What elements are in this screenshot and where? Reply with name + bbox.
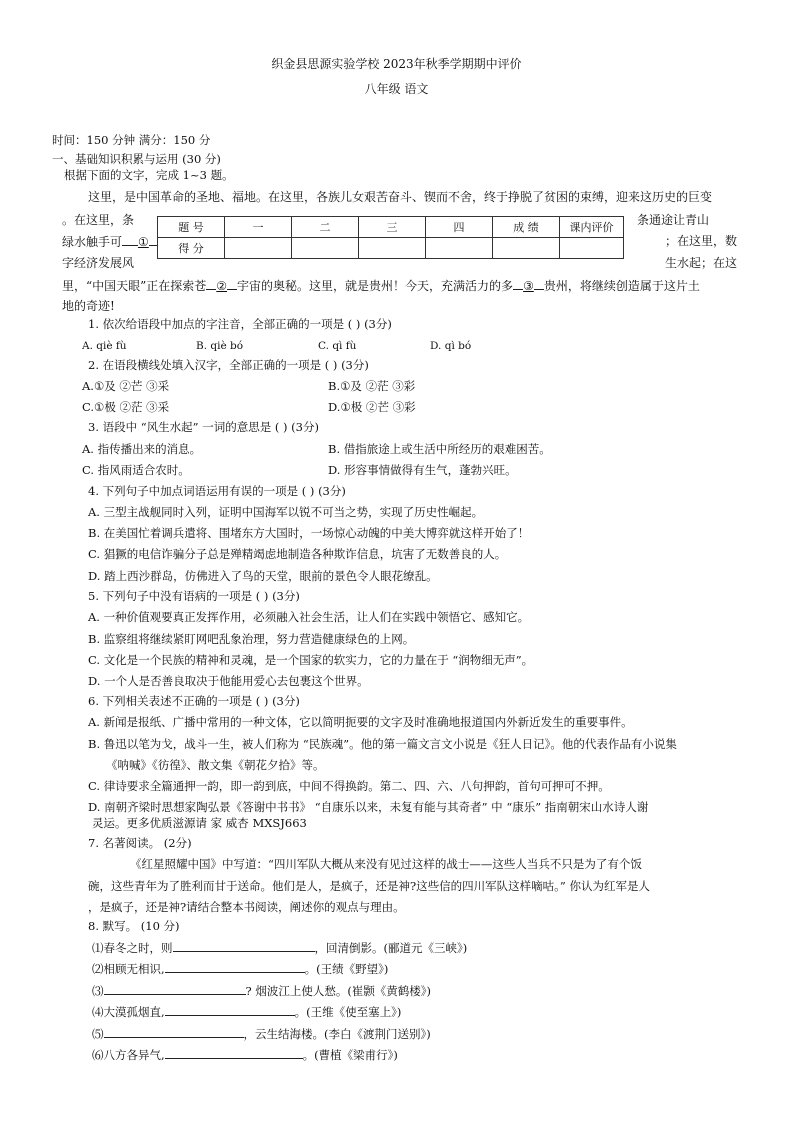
question-stem: 8. 默写。 (10 分) [88, 919, 180, 933]
question-stem: 4. 下列句子中加点词语运用有误的一项是 ( ) (3分) [88, 484, 346, 498]
section-heading: 一、基础知识积累与运用 (30 分) [52, 152, 221, 166]
dictation-line: ⑵相顾无相识, 。(王绩《野望》) [92, 962, 389, 976]
option-a: A.①及 ②芒 ③采 [82, 379, 170, 393]
dictation-line: ⑶ ? 烟波江上使人愁。(崔颢《黄鹤楼》) [92, 984, 432, 998]
score-cell[interactable] [359, 238, 426, 259]
table-cell: 成 绩 [493, 217, 560, 238]
question-stem: 2. 在语段横线处填入汉字，全部正确的一项是 ( ) (3分) [88, 358, 369, 372]
answer-blank[interactable] [165, 1004, 295, 1016]
question-stem: 3. 语段中 “风生水起” 一词的意思是 ( ) (3分) [88, 420, 319, 434]
dictation-line: ⑷大漠孤烟直, 。(王维《使至塞上》) [92, 1005, 402, 1019]
question-text: 《红星照耀中国》中写道：“四川军队大概从来没有见过这样的战士——这些人当兵不只是为了有个饭 [130, 857, 642, 871]
table-cell: 得 分 [158, 238, 225, 259]
question-stem: 7. 名著阅读。 (2分) [88, 836, 192, 850]
option-c: C. qì fù [318, 340, 357, 352]
option-c: C. 猖獗的电信诈骗分子总是殚精竭虑地制造各种欺诈信息，坑害了无数善良的人。 [88, 547, 507, 561]
score-cell[interactable] [225, 238, 292, 259]
score-table-score-row [158, 238, 624, 259]
option-c: C. 文化是一个民族的精神和灵魂，是一个国家的软实力，它的力量在于 “润物细无声”。 [88, 653, 534, 667]
passage-line: 里，“中国天眼”正在探索苍 ② 宇宙的奥秘。这里，就是贵州！今天，充满活力的多 ③ 贵州，将继续创造属于这片土 [62, 279, 700, 293]
option-a: A. 三型主战舰同时入列，证明中国海军以锐不可当之势，实现了历史性崛起。 [88, 505, 484, 519]
question-stem: 6. 下列相关表述不正确的一项是 ( ) (3分) [88, 694, 300, 708]
option-d: D. 形容事情做得有生气，蓬勃兴旺。 [328, 463, 517, 477]
answer-blank[interactable] [104, 983, 246, 995]
score-cell[interactable] [560, 238, 624, 259]
answer-blank[interactable] [104, 1026, 244, 1038]
answer-blank[interactable] [173, 940, 315, 952]
table-cell: 三 [359, 217, 426, 238]
answer-blank[interactable] [165, 1047, 303, 1059]
passage-line: 生水起；在这 [665, 256, 738, 270]
table-cell: 二 [292, 217, 359, 238]
option-b-continued: 《呐喊》《彷徨》、散文集《朝花夕拾》等。 [106, 758, 325, 772]
section-instruction: 根据下面的文字，完成 1~3 题。 [64, 168, 234, 182]
passage-line: 这里，是中国革命的圣地、福地。在这里，各族儿女艰苦奋斗、锲而不舍，终于挣脱了贫困的束缚，迎来这历史的巨变 [88, 190, 713, 204]
table-cell: 一 [225, 217, 292, 238]
option-b: B. 在美国忙着调兵遣将、围堵东方大国时，一场惊心动魄的中美大博弈就这样开始了！ [88, 526, 530, 540]
score-cell[interactable] [292, 238, 359, 259]
exam-subtitle: 八年级 语文 [364, 82, 429, 96]
question-stem: 1. 依次给语段中加点的字注音，全部正确的一项是 ( ) (3分) [88, 317, 392, 331]
passage-line: 字经济发展风 [62, 256, 135, 270]
score-cell[interactable] [493, 238, 560, 259]
option-b: B. 鲁迅以笔为戈，战斗一生，被人们称为 “民族魂”。他的第一篇文言文小说是《狂人日记》。他的代表作品有小说集 [88, 737, 677, 751]
table-cell: 课内评价 [560, 217, 624, 238]
option-b: B. qiè bó [196, 340, 244, 352]
option-c: C.①极 ②茫 ③采 [82, 400, 170, 414]
option-b: B. 借指旅途上或生活中所经历的艰难困苦。 [328, 442, 551, 456]
dictation-line: ⑸ ，云生结海楼。(李白《渡荆门送别》) [92, 1027, 431, 1041]
passage-line: 条通途让青山 [637, 213, 710, 227]
option-c: C. 指风雨适合农时。 [82, 463, 190, 477]
option-b: B. 监察组将继续紧盯网吧乱象治理，努力营造健康绿色的上网。 [88, 632, 415, 646]
passage-line: 绿水触手可 ① [62, 234, 159, 249]
option-a: A. 新闻是报纸、广播中常用的一种文体，它以简明扼要的文字及时准确地报道国内外新近发生的重要事件。 [88, 715, 633, 729]
option-d: D. qì bó [430, 340, 472, 352]
score-cell[interactable] [426, 238, 493, 259]
option-a: A. 指传播出来的消息。 [82, 442, 202, 456]
score-table [157, 216, 624, 259]
dictation-line: ⑴春冬之时，则 ，回清倒影。(郦道元《三峡》) [92, 941, 468, 955]
option-d: D. 踏上西沙群岛，仿佛进入了鸟的天堂，眼前的景色令人眼花缭乱。 [88, 569, 438, 583]
option-d: D. 一个人是否善良取决于他能用爱心去包裹这个世界。 [88, 674, 369, 688]
passage-line: ；在这里，数 [665, 234, 738, 248]
question-stem: 5. 下列句子中没有语病的一项是 ( ) (3分) [88, 589, 300, 603]
option-d: D. 南朝齐梁时思想家陶弘景《答谢中书书》 “自康乐以来，未复有能与其奇者” 中 “康乐” 指南朝宋山水诗人谢 [88, 800, 649, 814]
option-d-continued: 灵运。更多优质滋源请 家 威杏 MXSJ663 [92, 816, 307, 830]
option-b: B.①及 ②茫 ③彩 [328, 379, 416, 393]
score-table-header-row [158, 217, 624, 238]
option-c: C. 律诗要求全篇通押一韵，即一韵到底，中间不得换韵。第二、四、六、八句押韵，首句可押可不押。 [88, 779, 610, 793]
answer-blank[interactable] [165, 961, 305, 973]
table-cell: 题 号 [158, 217, 225, 238]
exam-time-score: 时间：150 分钟 满分：150 分 [52, 133, 211, 147]
option-d: D.①极 ②芒 ③彩 [328, 400, 416, 414]
question-text: ，是疯子，还是神?请结合整本书阅读，阐述你的观点与理由。 [88, 900, 405, 914]
passage-line: 。在这里，条 [62, 213, 135, 227]
dictation-line: ⑹八方各异气, 。(曹植《梁甫行》) [92, 1048, 398, 1062]
option-a: A. 一种价值观要真正发挥作用，必须融入社会生活，让人们在实践中领悟它、感知它。 [88, 610, 530, 624]
exam-title: 织金县思源实验学校 2023年秋季学期期中评价 [271, 57, 522, 71]
passage-line: 地的奇迹! [62, 299, 115, 313]
table-cell: 四 [426, 217, 493, 238]
option-a: A. qiè fù [82, 340, 127, 352]
question-text: 碗，这些青年为了胜利而甘于送命。他们是人，是疯子，还是神?这些信的四川军队这样嘀咕。” 你认为红军是人 [88, 879, 650, 893]
